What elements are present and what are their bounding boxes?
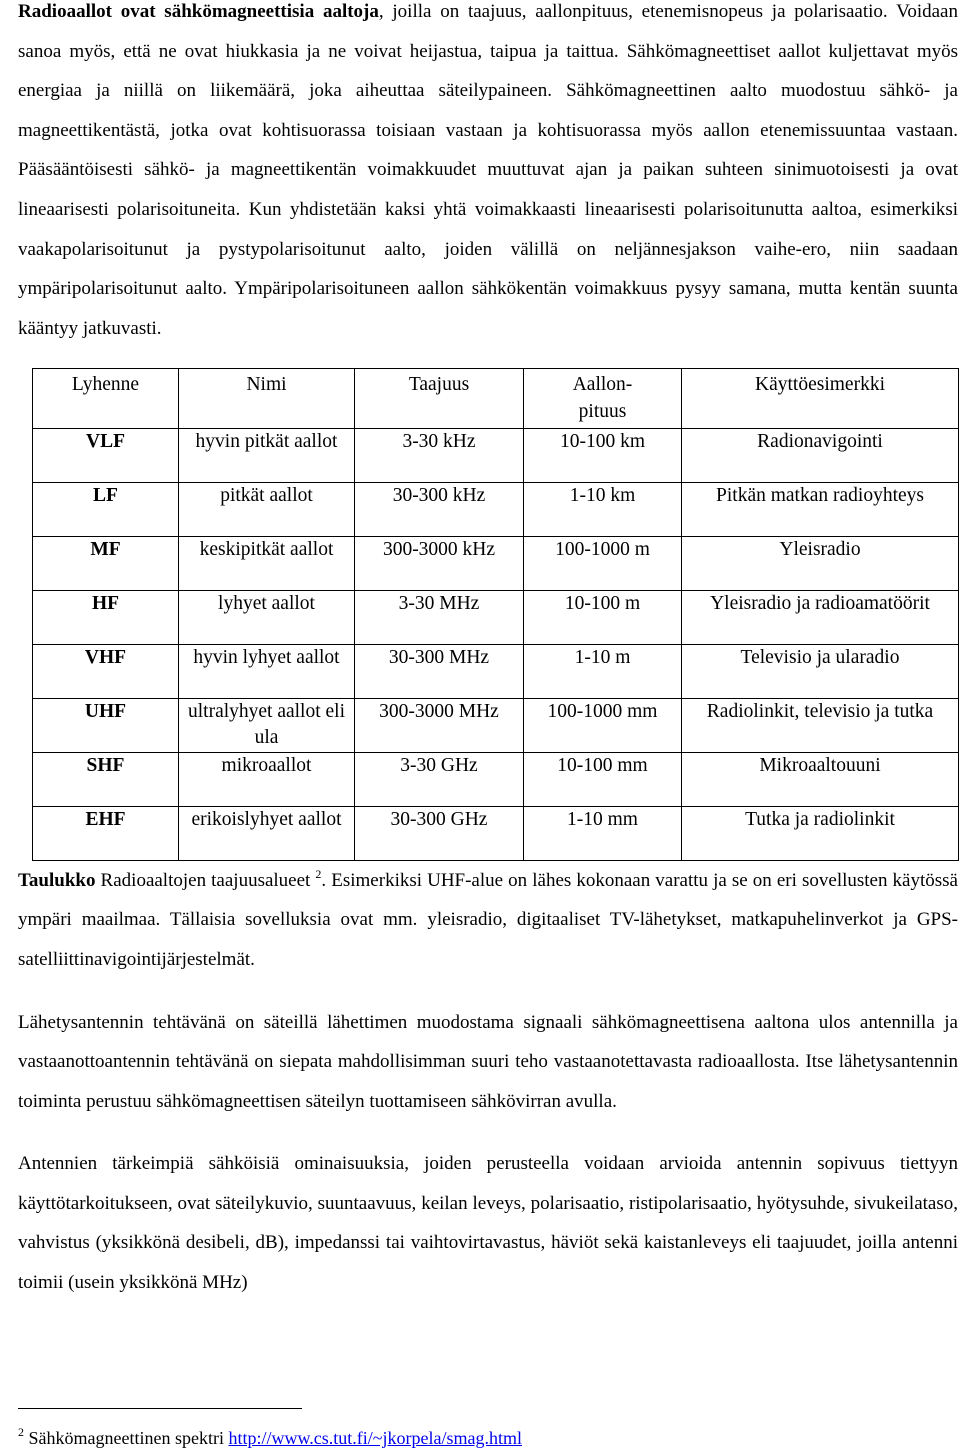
caption-label: Taulukko (18, 869, 96, 891)
cell-frequency: 30-300 kHz (355, 482, 524, 536)
header-frequency: Taajuus (355, 369, 524, 428)
cell-wavelength: 1-10 km (524, 482, 682, 536)
cell-abbreviation: MF (33, 536, 179, 590)
cell-frequency: 30-300 GHz (355, 806, 524, 860)
caption-title: Radioaaltojen taajuusalueet (95, 869, 316, 891)
table-row (33, 806, 959, 860)
cell-wavelength: 10-100 mm (524, 752, 682, 806)
cell-name: pitkät aallot (179, 482, 355, 536)
cell-abbreviation: VLF (33, 428, 179, 482)
header-usage: Käyttöesimerkki (682, 369, 959, 428)
antenna-properties-paragraph: Antennien tärkeimpiä sähköisiä ominaisuuksia, joiden perusteella voidaan arvioida antennin sopivuus tiettyyn käyttötarkoitukseen, ovat säteilykuvio, suuntaavuus, keilan leveys, polarisaatio, ristipolarisaatio, hyötysuhde, sivukeilataso, vahvistus (yksikkönä desibeli, dB), impedanssi tai vaihtovirtavastus, häviöt sekä kaistanleveys eli taajuudet, joilla antenni toimii (usein yksikkönä MHz) (18, 1153, 958, 1294)
cell-name: keskipitkät aallot (179, 536, 355, 590)
cell-name: erikoislyhyet aallot (179, 806, 355, 860)
antenna-paragraph: Lähetysantennin tehtävänä on säteillä lähettimen muodostama signaali sähkömagneettisena aaltona ulos antennilla ja vastaanottoantennin tehtävänä on siepata mahdollisimman suuri teho vastaanotettavasta radioaallosta. Itse lähetysantennin toiminta perustuu sähkömagneettisen säteilyn tuottamiseen sähkövirran avulla. (18, 1011, 958, 1112)
footnote-text: Sähkömagneettinen spektri (28, 1428, 229, 1448)
cell-name: hyvin pitkät aallot (179, 428, 355, 482)
cell-usage: Pitkän matkan radioyhteys (682, 482, 959, 536)
cell-frequency: 30-300 MHz (355, 644, 524, 698)
table-row (33, 644, 959, 698)
cell-usage: Radiolinkit, televisio ja tutka (682, 698, 959, 752)
footnote-separator (18, 1408, 302, 1409)
footnote (18, 1419, 522, 1451)
intro-text: , joilla on taajuus, aallonpituus, etenemisnopeus ja polarisaatio. Voidaan sanoa myös, että ne ovat hiukkasia ja ne voivat heijastua, taipua ja taittua. Sähkömagneettiset aallot kuljettavat myös energiaa ja niillä on liikemäärä, joka aiheuttaa säteilypaineen. Sähkömagneettinen aalto muodostuu sähkö- ja magneettikentästä, jotka ovat kohtisuorassa toisiaan vastaan ja kohtisuorassa myös aallon etenemissuuntaa vastaan. Pääsääntöisesti sähkö- ja magneettikentän voimakkuudet muuttuvat ajan ja paikan suhteen sinimuotoisesti ja ovat lineaarisesti polarisoituneita. Kun yhdistetään kaksi yhtä voimakkaasti lineaarisesti polarisoitunutta aaltoa, esimerkiksi vaakapolarisoitunut ja pystypolarisoitunut aalto, joiden välillä on neljännesjakson vaihe-ero, niin saadaan ympäripolarisoitunut aalto. Ympäripolarisoituneen aallon sähkökentän voimakkuus pysyy samana, mutta kentän suunta kääntyy jatkuvasti. (18, 1, 958, 339)
cell-name: mikroaallot (179, 752, 355, 806)
table-row (33, 428, 959, 482)
footnote-link[interactable]: http://www.cs.tut.fi/~jkorpela/smag.html (228, 1428, 522, 1448)
header-abbreviation: Lyhenne (33, 369, 179, 428)
cell-usage: Televisio ja ularadio (682, 644, 959, 698)
header-name: Nimi (179, 369, 355, 428)
intro-paragraph (18, 0, 958, 348)
document-page (18, 0, 958, 1303)
cell-wavelength: 10-100 m (524, 590, 682, 644)
cell-wavelength: 1-10 mm (524, 806, 682, 860)
table-row (33, 752, 959, 806)
cell-wavelength: 100-1000 m (524, 536, 682, 590)
table-header-row (33, 369, 959, 428)
cell-wavelength: 1-10 m (524, 644, 682, 698)
table-caption (18, 861, 958, 980)
table-body (33, 428, 959, 860)
cell-abbreviation: VHF (33, 644, 179, 698)
cell-usage: Tutka ja radiolinkit (682, 806, 959, 860)
cell-wavelength: 10-100 km (524, 428, 682, 482)
cell-usage: Yleisradio (682, 536, 959, 590)
caption-footnote-ref: 2 (315, 866, 322, 881)
cell-name: hyvin lyhyet aallot (179, 644, 355, 698)
cell-abbreviation: HF (33, 590, 179, 644)
header-wavelength: Aallon- pituus (524, 369, 682, 428)
cell-frequency: 300-3000 kHz (355, 536, 524, 590)
cell-name: ultralyhyet aallot eli ula (179, 698, 355, 752)
cell-frequency: 3-30 MHz (355, 590, 524, 644)
table-row (33, 590, 959, 644)
table-row (33, 536, 959, 590)
cell-frequency: 3-30 GHz (355, 752, 524, 806)
cell-frequency: 3-30 kHz (355, 428, 524, 482)
cell-usage: Radionavigointi (682, 428, 959, 482)
footnote-number: 2 (18, 1425, 24, 1439)
caption-text: . Esimerkiksi UHF-alue on lähes kokonaan varattu ja se on eri sovellusten käytössä ympäri maailmaa. Tällaisia sovelluksia ovat mm. yleisradio, digitaaliset TV-lähetykset, matkapuhelinverkot ja GPS-satelliittinavigointijärjestelmät. (18, 869, 958, 970)
cell-abbreviation: LF (33, 482, 179, 536)
cell-usage: Mikroaaltouuni (682, 752, 959, 806)
table-row (33, 482, 959, 536)
table-row (33, 698, 959, 752)
cell-frequency: 300-3000 MHz (355, 698, 524, 752)
cell-abbreviation: UHF (33, 698, 179, 752)
cell-name: lyhyet aallot (179, 590, 355, 644)
cell-abbreviation: EHF (33, 806, 179, 860)
cell-abbreviation: SHF (33, 752, 179, 806)
frequency-table (32, 368, 959, 860)
intro-lead: Radioaallot ovat sähkömagneettisia aaltoja (18, 1, 379, 22)
cell-wavelength: 100-1000 mm (524, 698, 682, 752)
cell-usage: Yleisradio ja radioamatöörit (682, 590, 959, 644)
